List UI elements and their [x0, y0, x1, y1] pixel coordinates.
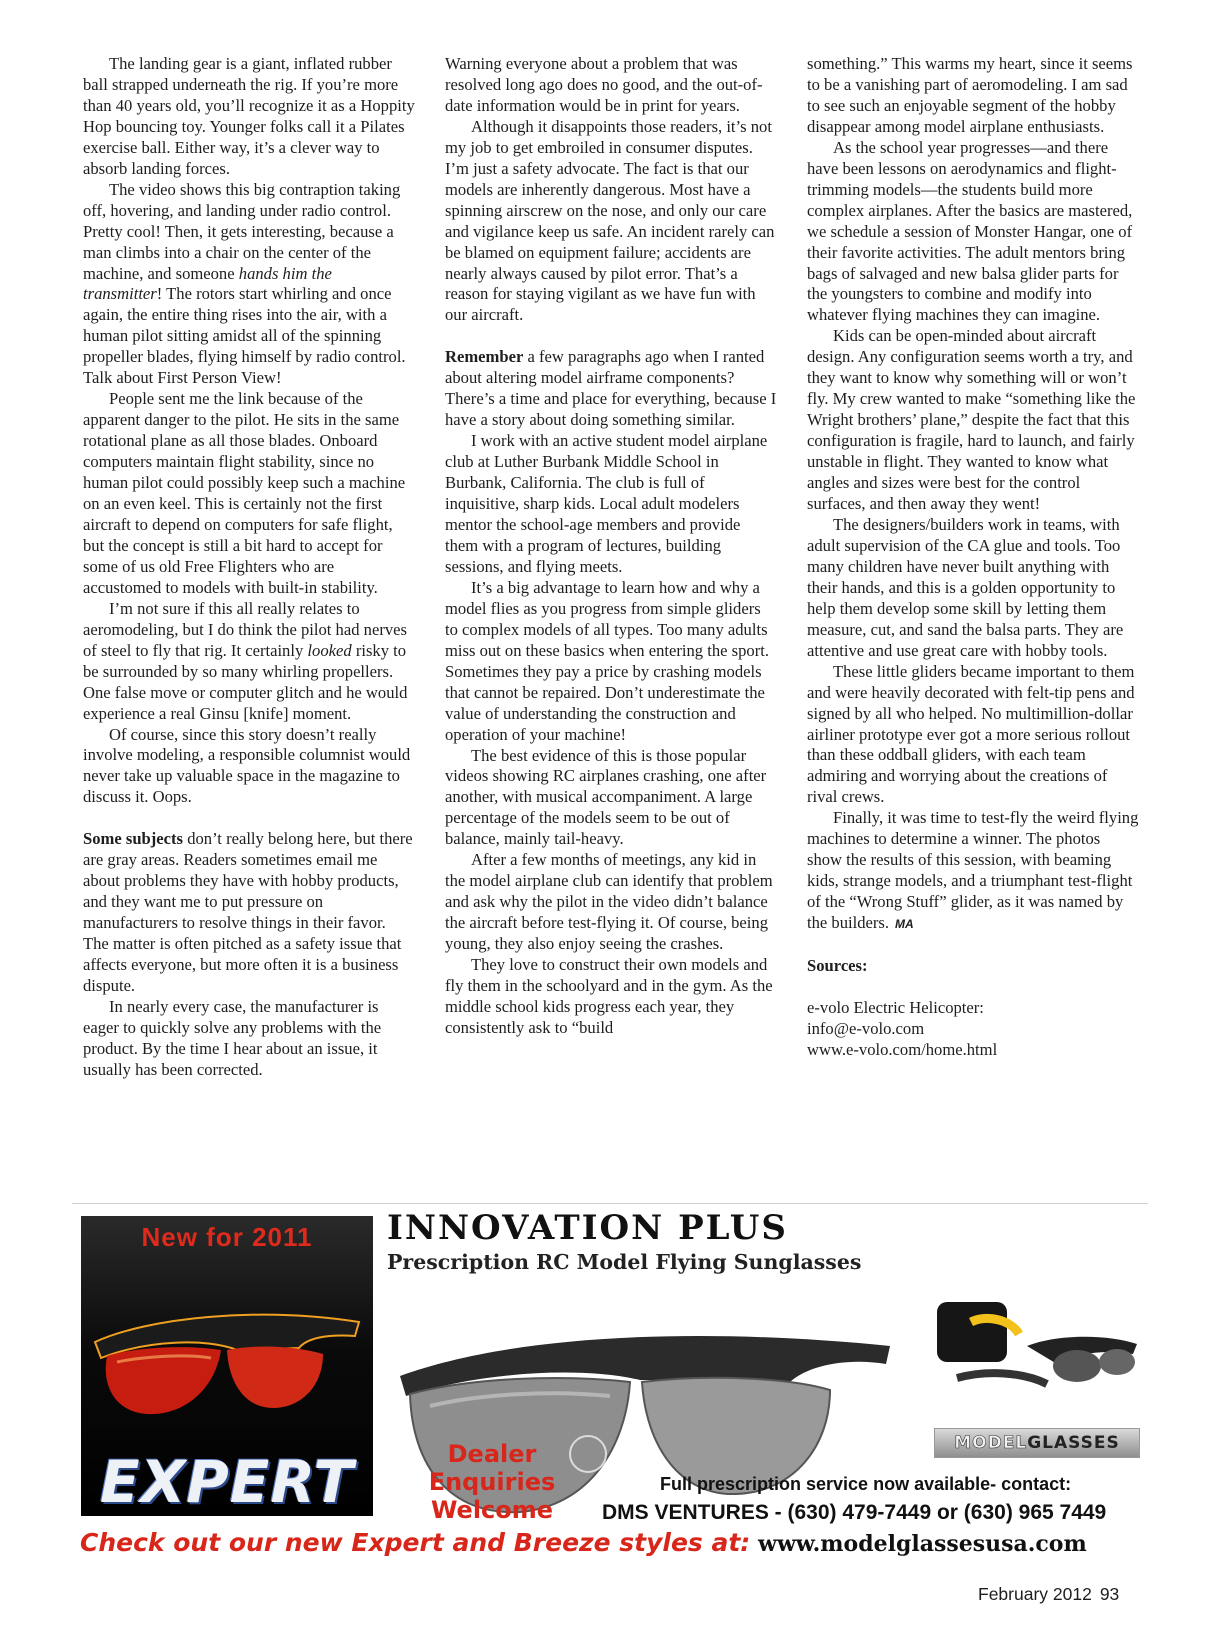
full-service-line: Full prescription service now available- contact:	[660, 1474, 1072, 1494]
article-column-2	[445, 54, 777, 1039]
ad-url-link[interactable]: www.modelglassesusa.com	[758, 1531, 1087, 1557]
paragraph: People sent me the link because of the apparent danger to the pilot. He sits in the same rotational plane as all those blades. Onboard computers maintain flight stability, since no human pilot could possibly keep such a machine on an even keel. This is certainly not the first aircraft to depend on computers for safe flight, but the concept is still a bit hard to accept for some of us old Free Flighters who are accustomed to models with built-in stability.	[83, 389, 406, 597]
paragraph: They love to construct their own models and fly them in the schoolyard and in the gym. As the middle school kids progress each year, they consistently ask to “build	[445, 955, 773, 1037]
glasses-case-image	[927, 1294, 1142, 1409]
sunglasses-advertisement[interactable]	[72, 1203, 1148, 1557]
paragraph: Kids can be open-minded about aircraft design. Any configuration seems worth a try, and they want to know why something will or won’t fly. My crew wanted to make “something like the Wright brothers’ plane,” despite the fact that this configuration is fragile, hard to launch, and fairly unstable in flight. They wanted to know what angles and sizes were best for the control surfaces, and then away they went!	[807, 326, 1136, 514]
dms-phone-line[interactable]: DMS VENTURES - (630) 479-7449 or (630) 965 7449	[602, 1501, 1107, 1524]
expert-product-panel	[81, 1216, 373, 1516]
paragraph: The video shows this big contraption taking off, hovering, and landing under radio control. Pretty cool! Then, it gets interesting, because a man climbs into a chair on the center of the machine, and someone hands him the transmitter! The rotors start whirling and once again, the entire thing rises into the air, with a human pilot sitting amidst all of the spinning propeller blades, flying himself by radio control. Talk about First Person View!	[83, 179, 406, 388]
paragraph: I’m not sure if this all really relates to aeromodeling, but I do think the pilot had nerves of steel to fly that rig. It certainly looked risky to be surrounded by so many whirling propellers. One false move or computer glitch and he would experience a real Ginsu [knife] moment.	[83, 598, 408, 723]
paragraph: The landing gear is a giant, inflated rubber ball strapped underneath the rig. If you’re more than 40 years old, you’ll recognize it as a Hoppity Hop bouncing toy. Younger folks call it a Pilates exercise ball. Either way, it’s a clever way to absorb landing forces.	[83, 54, 415, 178]
source-line: e-volo Electric Helicopter:	[807, 997, 984, 1017]
paragraph: Although it disappoints those readers, it’s not my job to get embroiled in consumer disputes. I’m just a safety advocate. The fact is that our models are inherently dangerous. Most have a spinning airscrew on the nose, and only our care and vigilance keep us safe. An incident rarely can be blamed on equipment failure; accidents are nearly always caused by pilot error. That’s a reason for staying vigilant as we have fun with our aircraft.	[445, 116, 775, 325]
paragraph: The best evidence of this is those popular videos showing RC airplanes crashing, one after another, with musical accompaniment. A large percentage of the models seem to be out of balance, mainly tail-heavy.	[445, 745, 767, 849]
paragraph: I work with an active student model airplane club at Luther Burbank Middle School in Burbank, California. The club is full of inquisitive, sharp kids. Local adult modelers mentor the school-age members and provide them with a program of lectures, building sessions, and flying meets.	[445, 431, 768, 576]
source-line[interactable]: www.e-volo.com/home.html	[807, 1039, 998, 1059]
italic-word: looked	[307, 640, 352, 660]
lead-in: Remember	[445, 347, 524, 367]
expert-sunglasses-image	[87, 1278, 367, 1438]
paragraph: something.” This warms my heart, since it seems to be a vanishing part of aeromodeling. I am sad to see such an enjoyable segment of the hobby disappear among model airplane enthusiasts.	[807, 54, 1133, 136]
paragraph: As the school year progresses—and there have been lessons on aerodynamics and flight-trimming models—the students build more complex airplanes. After the basics are mastered, we schedule a session of Monster Hangar, one of their favorite activities. The adult mentors bring bags of salvaged and new balsa glider parts for the youngsters to combine and modify into whatever flying machines they can imagine.	[807, 137, 1133, 325]
sources-heading: Sources:	[807, 956, 868, 976]
ad-title: INNOVATION PLUS	[387, 1208, 788, 1248]
paragraph: The designers/builders work in teams, with adult supervision of the CA glue and tools. Too many children have never built anything with their hands, and this is a golden opportunity to help them develop some skill by letting them measure, cut, and sand the balsa parts. They are attentive and use great care with hobby tools.	[807, 514, 1124, 660]
source-line[interactable]: info@e-volo.com	[807, 1018, 925, 1038]
ad-subtitle: Prescription RC Model Flying Sunglasses	[387, 1250, 862, 1274]
checkout-line: Check out our new Expert and Breeze styles at:	[80, 1528, 751, 1557]
paragraph: After a few months of meetings, any kid in the model airplane club can identify that problem and ask why the pilot in the video didn’t balance the aircraft before test-flying it. Of course, being young, they also enjoy seeing the crashes.	[445, 850, 773, 954]
paragraph: Of course, since this story doesn’t really involve modeling, a responsible columnist would never take up valuable space in the magazine to discuss it. Oops.	[83, 724, 411, 807]
paragraph: In nearly every case, the manufacturer is eager to quickly solve any problems with the product. By the time I hear about an issue, it usually has been corrected.	[83, 996, 382, 1079]
modelglasses-logo: MODELGLASSES	[934, 1428, 1140, 1458]
new-badge: New for 2011	[141, 1222, 313, 1252]
paragraph-section-start: Some subjects don’t really belong here, but there are gray areas. Readers sometimes email me about problems they have with hobby products, and they want me to put pressure on manufacturers to resolve things in their favor. The matter is often pitched as a safety issue that affects everyone, but more often it is a business dispute.	[83, 829, 413, 995]
end-mark: MA	[895, 917, 914, 932]
italic-phrase: hands him the transmitter	[83, 263, 332, 304]
paragraph: Warning everyone about a problem that was resolved long ago does no good, and the out-of-date information would be in print for years.	[445, 54, 763, 115]
page-number: 93	[1099, 1584, 1120, 1604]
expert-label: EXPERT	[99, 1448, 355, 1516]
paragraph: These little gliders became important to them and were heavily decorated with felt-tip pens and signed by all who helped. No multimillion-dollar airliner prototype ever got a more serious rollout than these oddball gliders, with each team admiring and worrying about the creations of rival crews.	[807, 661, 1135, 807]
paragraph: Finally, it was time to test-fly the weird flying machines to determine a winner. The photos show the results of this session, with beaming kids, strange models, and a triumphant test-flight of the “Wrong Stuff” glider, as it was named by the builders. MA	[807, 808, 1139, 933]
paragraph-section-start: Remember a few paragraphs ago when I ranted about altering model airframe components? There’s a time and place for everything, because I have a story about doing something similar.	[445, 347, 777, 430]
lead-in: Some subjects	[83, 829, 184, 849]
issue-date: February 2012	[978, 1584, 1092, 1604]
paragraph: It’s a big advantage to learn how and why a model flies as you progress from simple gliders to complex models of all types. Too many adults miss out on these basics when entering the sport. Sometimes they pay a price by crashing models that cannot be repaired. Don’t underestimate the value of understanding the construction and operation of your machine!	[445, 577, 769, 744]
page-footer	[978, 1584, 1119, 1605]
article-column-3	[807, 54, 1139, 1061]
article-column-1	[83, 54, 415, 1081]
dealer-enquiries: Dealer Enquiries Welcome	[428, 1440, 556, 1524]
